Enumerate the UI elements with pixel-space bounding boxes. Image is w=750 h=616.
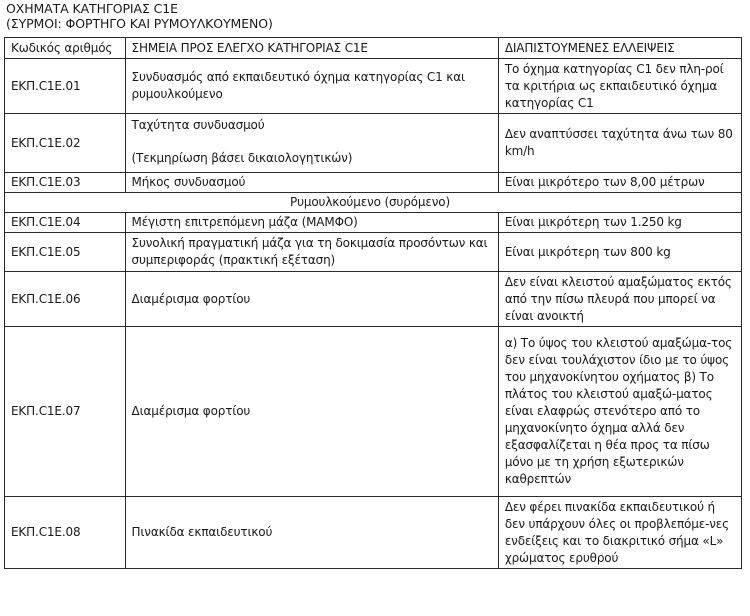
row-code: ΕΚΠ.C1E.03 — [5, 173, 126, 193]
heading-title: ΟΧΗΜΑΤΑ ΚΑΤΗΓΟΡΙΑΣ C1E — [6, 1, 178, 16]
table-row — [5, 173, 742, 193]
row-code: ΕΚΠ.C1E.05 — [5, 233, 126, 272]
row-deficiency: Το όχημα κατηγορίας C1 δεν πλη-ροί τα κριτήρια ως εκπαιδευτικό όχημα κατηγορίας C1 — [498, 59, 741, 114]
table-header-row — [5, 38, 742, 59]
table-row — [5, 272, 742, 327]
row-code: ΕΚΠ.C1E.07 — [5, 327, 126, 497]
row-point-note: (Τεκμηρίωση βάσει δικαιολογητικών) — [131, 151, 353, 165]
row-deficiency: Είναι μικρότερο των 8,00 μέτρων — [498, 173, 741, 193]
row-point-cell — [125, 114, 498, 173]
section-trailer: Ρυμουλκούμενο (συρόμενο) — [5, 193, 742, 213]
table-row — [5, 497, 742, 569]
section-row — [5, 193, 742, 213]
row-point: Διαμέρισμα φορτίου — [125, 327, 498, 497]
row-point: Ταχύτητα συνδυασμού — [131, 118, 265, 132]
row-deficiency: Είναι μικρότερη των 800 kg — [498, 233, 741, 272]
row-deficiency: Είναι μικρότερη των 1.250 kg — [498, 213, 741, 233]
row-code: ΕΚΠ.C1E.01 — [5, 59, 126, 114]
row-point: Διαμέρισμα φορτίου — [125, 272, 498, 327]
row-code: ΕΚΠ.C1E.06 — [5, 272, 126, 327]
heading-subtitle: (ΣΥΡΜΟΙ: ΦΟΡΤΗΓΟ ΚΑΙ ΡΥΜΟΥΛΚΟΥΜΕΝΟ) — [6, 16, 273, 31]
inspection-table — [4, 37, 742, 569]
table-row — [5, 327, 742, 497]
row-deficiency: Δεν είναι κλειστού αμαξώματος εκτός από την πίσω πλευρά που μπορεί να είναι ανοικτή — [498, 272, 741, 327]
row-point: Μέγιστη επιτρεπόμενη μάζα (ΜΑΜΦΟ) — [125, 213, 498, 233]
table-row — [5, 114, 742, 173]
table-row — [5, 213, 742, 233]
row-point: Συνολική πραγματική μάζα για τη δοκιμασία προσόντων και συμπεριφοράς (πρακτική εξέταση) — [125, 233, 498, 272]
header-points: ΣΗΜΕΙΑ ΠΡΟΣ ΕΛΕΓΧΟ ΚΑΤΗΓΟΡΙΑΣ C1E — [125, 38, 498, 59]
header-code: Κωδικός αριθμός — [5, 38, 126, 59]
row-deficiency: Δεν φέρει πινακίδα εκπαιδευτικού ή δεν υπάρχουν όλες οι προβλεπόμε-νες ενδείξεις και το διακριτικό σήμα «L» χρώματος ερυθρού — [498, 497, 741, 569]
row-deficiency: Δεν αναπτύσσει ταχύτητα άνω των 80 km/h — [498, 114, 741, 173]
row-code: ΕΚΠ.C1E.02 — [5, 114, 126, 173]
row-code: ΕΚΠ.C1E.08 — [5, 497, 126, 569]
header-deficiencies: ΔΙΑΠΙΣΤΟΥΜΕΝΕΣ ΕΛΛΕΙΨΕΙΣ — [498, 38, 741, 59]
row-point: Πινακίδα εκπαιδευτικού — [125, 497, 498, 569]
row-code: ΕΚΠ.C1E.04 — [5, 213, 126, 233]
table-row — [5, 233, 742, 272]
table-row — [5, 59, 742, 114]
row-point: Μήκος συνδυασμού — [125, 173, 498, 193]
document-heading — [6, 1, 273, 31]
row-deficiency: α) Το ύψος του κλειστού αμαξώμα-τος δεν είναι τουλάχιστον ίδιο με το ύψος του μηχανοκίνητου οχήματος β) Το πλάτος του κλειστού αμαξώ-ματος είναι ελαφρώς στενότερο από το μηχανοκίνητο όχημα αλλά δεν εξασφαλίζεται η θέα προς τα πίσω μόνο με τη χρήση εξωτερικών καθρεπτών — [498, 327, 741, 497]
row-point: Συνδυασμός από εκπαιδευτικό όχημα κατηγορίας C1 και ρυμουλκούμενο — [125, 59, 498, 114]
